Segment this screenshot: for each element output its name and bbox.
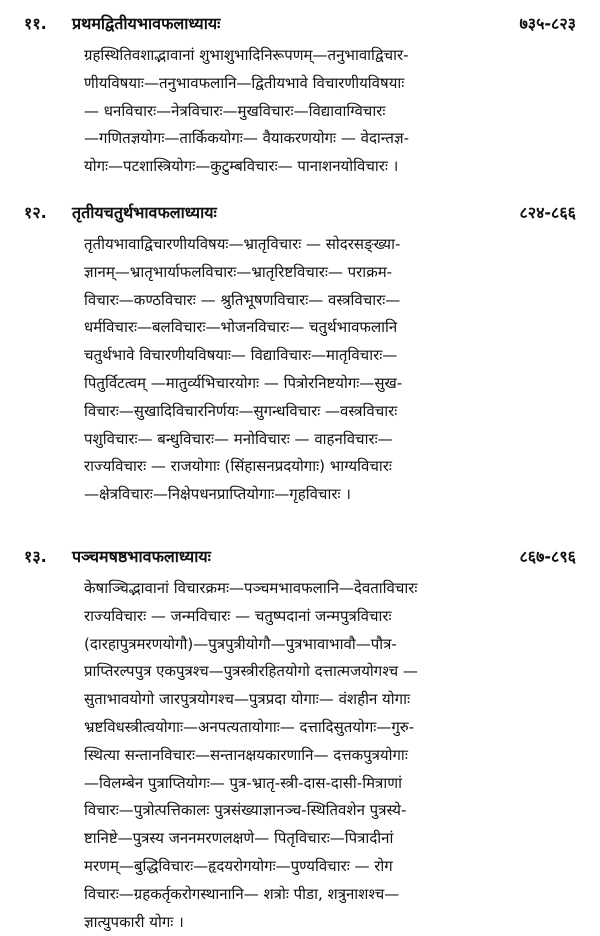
- topic-line: ज्ञानम्—भ्रातृभार्याफलविचारः—भ्रातृरिष्टविचारः— पराक्रम-: [84, 262, 393, 281]
- topic-line: णीयविषयाः—तनुभावफलानि—द्वितीयभावे विचारणीयविषयाः: [84, 73, 405, 92]
- page-range: ८२४-८६६: [519, 202, 576, 222]
- section-topics: [84, 231, 576, 509]
- section-12: [24, 201, 576, 509]
- topic-line: राज्यविचारः — जन्मविचारः — चतुष्पदानां जन्मपुत्रविचारः: [84, 606, 392, 625]
- topic-line: ज्ञात्युपकारी योगः ।: [84, 912, 184, 931]
- section-heading: [24, 545, 576, 569]
- topic-line: पशुविचारः— बन्धुविचारः— मनोविचारः — वाहनविचारः—: [84, 429, 393, 448]
- topic-line: प्राप्तिरल्पपुत्र एकपुत्रश्च—पुत्रस्त्रीरहितयोगो दत्तात्मजयोगश्च —: [84, 662, 418, 681]
- topic-line: —गणितज्ञयोगः—तार्किकयोगः— वैयाकरणयोगः — वेदान्तज्ञ-: [84, 129, 409, 148]
- topic-line: तृतीयभावाद्विचारणीयविषयः—भ्रातृविचारः — सोदरसङ्ख्या-: [84, 234, 401, 253]
- topic-line: भ्रष्टविधस्त्रीत्वयोगाः—अनपत्यतायोगाः— दत्तादिसुतयोगः—गुरु-: [84, 717, 415, 736]
- section-number: ११.: [24, 14, 47, 33]
- section-number: १३.: [24, 546, 47, 566]
- section-topics: [84, 42, 576, 181]
- section-title: प्रथमद्वितीयभावफलाध्यायः: [72, 14, 221, 33]
- section-11: [24, 12, 576, 181]
- topic-line: —क्षेत्रविचारः—निक्षेपधनप्राप्तियोगाः—गृहविचारः ।: [84, 485, 351, 504]
- topic-line: ष्टानिष्टे—पुत्रस्य जननमरणलक्षणे— पितृविचारः—पित्रादीनां: [84, 829, 394, 848]
- topic-line: —विलम्बेन पुत्राप्तियोगः— पुत्र-भ्रातृ-स्त्री-दास-दासी-मित्राणां: [84, 773, 402, 792]
- page-range: ७३५-८२३: [519, 14, 576, 33]
- topic-line: राज्यविचारः — राजयोगाः (सिंहासनप्रदयोगाः) भाग्यविचारः: [84, 457, 392, 476]
- topic-line: धर्मविचारः—बलविचारः—भोजनविचारः— चतुर्थभावफलानि: [84, 318, 398, 337]
- topic-line: विचारः—सुखादिविचारनिर्णयः—सुगन्धविचारः —वस्त्रविचारः: [84, 401, 398, 420]
- topic-line: विचारः—कण्ठविचारः — श्रुतिभूषणविचारः— वस्त्रविचारः—: [84, 290, 401, 309]
- topic-line: — धनविचारः—नेत्रविचारः—मुखविचारः—विद्यावाग्विचारः: [84, 101, 386, 120]
- section-topics: [84, 575, 576, 936]
- topic-line: विचारः—पुत्रोत्पत्तिकालः पुत्रसंख्याज्ञानञ्च-स्थितिवशेन पुत्रस्ये-: [84, 801, 407, 820]
- page-range: ८६७-८९६: [519, 546, 576, 566]
- section-13: [24, 545, 576, 936]
- topic-line: ग्रहस्थितिवशाद्भावानां शुभाशुभादिनिरूपणम्—तनुभावाद्विचार-: [84, 46, 409, 64]
- section-heading: [24, 12, 576, 36]
- topic-line: मरणम्—बुद्धिविचारः—हृदयरोगयोगः—पुण्यविचारः — रोग: [84, 856, 393, 875]
- topic-line: पितुर्विटत्वम् —मातुर्व्यभिचारयोगः — पित्रोरनिष्टयोगः—सुख-: [84, 373, 403, 392]
- topic-line: सुताभावयोगो जारपुत्रयोगश्च—पुत्रप्रदा योगाः— वंशहीन योगाः: [84, 690, 411, 709]
- topic-line: योगः—पटशास्त्रियोगः—कुटुम्बविचारः— पानाशनयोविचारः ।: [84, 157, 399, 176]
- topic-line: विचारः—ग्रहकर्तृकरोगस्थानानि— शत्रोः पीडा, शत्रुनाशश्च—: [84, 884, 400, 903]
- section-heading: [24, 201, 576, 225]
- section-number: १२.: [24, 202, 47, 222]
- topic-line: केषाञ्चिद्भावानां विचारक्रमः—पञ्चमभावफलानि—देवताविचारः: [84, 578, 418, 597]
- section-title: पञ्चमषष्ठभावफलाध्यायः: [72, 546, 211, 566]
- topic-line: चतुर्थभावे विचारणीयविषयाः— विद्याविचारः—मातृविचारः—: [84, 346, 398, 365]
- section-title: तृतीयचतुर्थभावफलाध्यायः: [72, 202, 217, 222]
- topic-line: (दारहापुत्रमरणयोगौ)—पुत्रपुत्रीयोगौ—पुत्रभावाभावौ—पौत्र-: [84, 634, 397, 653]
- topic-line: स्थित्या सन्तानविचारः—सन्तानक्षयकारणानि— दत्तकपुत्रयोगाः: [84, 745, 408, 764]
